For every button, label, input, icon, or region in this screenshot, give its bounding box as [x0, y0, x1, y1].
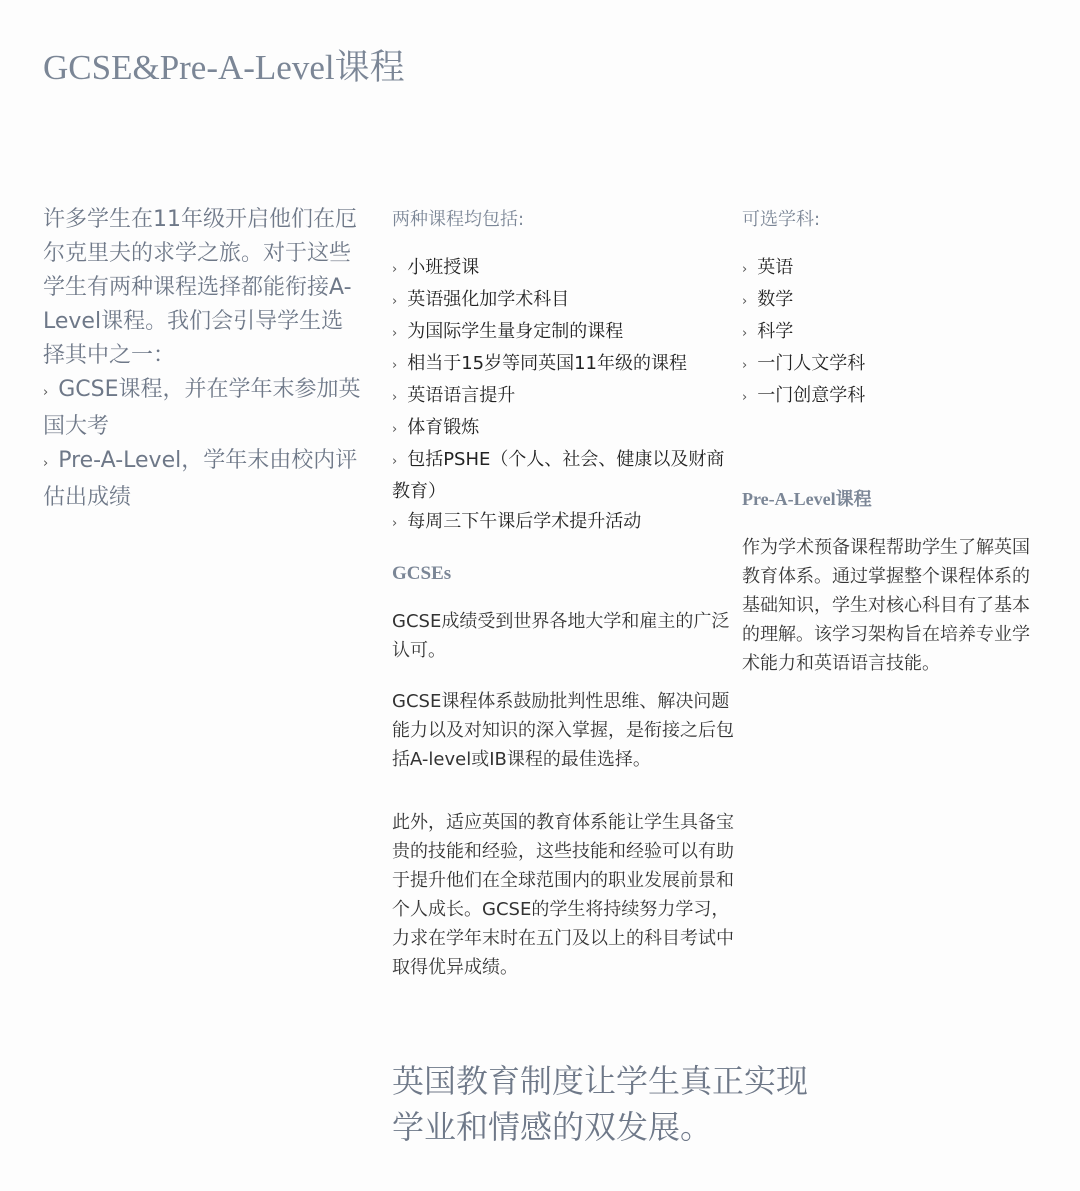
gcses-heading: GCSEs: [392, 563, 452, 584]
list-item: › 一门人文学科: [742, 353, 866, 374]
list-item: › 英语: [742, 257, 794, 278]
chevron-right-icon: ›: [43, 456, 49, 471]
option-item: › GCSE课程，并在学年末参加英国大考: [43, 377, 361, 439]
gcses-paragraph: GCSE成绩受到世界各地大学和雇主的广泛认可。: [392, 611, 730, 661]
chevron-right-icon: ›: [742, 262, 748, 277]
chevron-right-icon: ›: [392, 326, 398, 341]
chevron-right-icon: ›: [392, 454, 398, 469]
chevron-right-icon: ›: [392, 262, 398, 277]
chevron-right-icon: ›: [392, 390, 398, 405]
chevron-right-icon: ›: [392, 294, 398, 309]
page-title: GCSE&Pre-A-Level课程: [43, 48, 405, 87]
middle-column: [392, 205, 742, 1004]
list-item: › 体育锻炼: [392, 417, 480, 438]
list-item: › 数学: [742, 289, 794, 310]
chevron-right-icon: ›: [742, 358, 748, 373]
gcses-paragraph: GCSE课程体系鼓励批判性思维、解决问题能力以及对知识的深入掌握，是衔接之后包括A-level或IB课程的最佳选择。: [392, 691, 734, 770]
chevron-right-icon: ›: [43, 385, 49, 400]
chevron-right-icon: ›: [392, 422, 398, 437]
quote-line: 英国教育制度让学生真正实现: [392, 1062, 809, 1100]
chevron-right-icon: ›: [392, 516, 398, 531]
both-heading: 两种课程均包括:: [392, 209, 525, 230]
option-item: › Pre-A-Level，学年末由校内评估出成绩: [43, 448, 358, 510]
chevron-right-icon: ›: [392, 358, 398, 373]
chevron-right-icon: ›: [742, 294, 748, 309]
right-column: [742, 205, 1042, 700]
quote-line: 学业和情感的双发展。: [392, 1108, 713, 1146]
list-item: › 英语强化加学术科目: [392, 289, 570, 310]
elective-heading: 可选学科:: [742, 209, 821, 230]
list-item: › 小班授课: [392, 257, 480, 278]
elective-list: [742, 253, 1042, 413]
quote: [392, 1058, 808, 1150]
intro-text: 许多学生在11年级开启他们在厄尔克里夫的求学之旅。对于这些学生有两种课程选择都能衔接A-Level课程。我们会引导学生选择其中之一：: [43, 207, 357, 368]
chevron-right-icon: ›: [742, 390, 748, 405]
chevron-right-icon: ›: [742, 326, 748, 341]
list-item: › 科学: [742, 321, 794, 342]
both-list: [392, 253, 742, 539]
list-item: › 为国际学生量身定制的课程: [392, 321, 624, 342]
list-item: › 一门创意学科: [742, 385, 866, 406]
list-item: › 英语语言提升: [392, 385, 516, 406]
list-item: › 每周三下午课后学术提升活动: [392, 511, 642, 532]
gcses-paragraph: 此外，适应英国的教育体系能让学生具备宝贵的技能和经验，这些技能和经验可以有助于提升他们在全球范围内的职业发展前景和个人成长。GCSE的学生将持续努力学习，力求在学年末时在五门及以上的科目考试中取得优异成绩。: [392, 812, 734, 978]
list-item: › 相当于15岁等同英国11年级的课程: [392, 353, 688, 374]
prealevel-heading: Pre-A-Level课程: [742, 489, 872, 509]
intro-column: [43, 203, 363, 515]
prealevel-text: 作为学术预备课程帮助学生了解英国教育体系。通过掌握整个课程体系的基础知识，学生对核心科目有了基本的理解。该学习架构旨在培养专业学术能力和英语语言技能。: [742, 537, 1030, 674]
list-item: › 包括PSHE（个人、社会、健康以及财商教育）: [392, 449, 725, 502]
